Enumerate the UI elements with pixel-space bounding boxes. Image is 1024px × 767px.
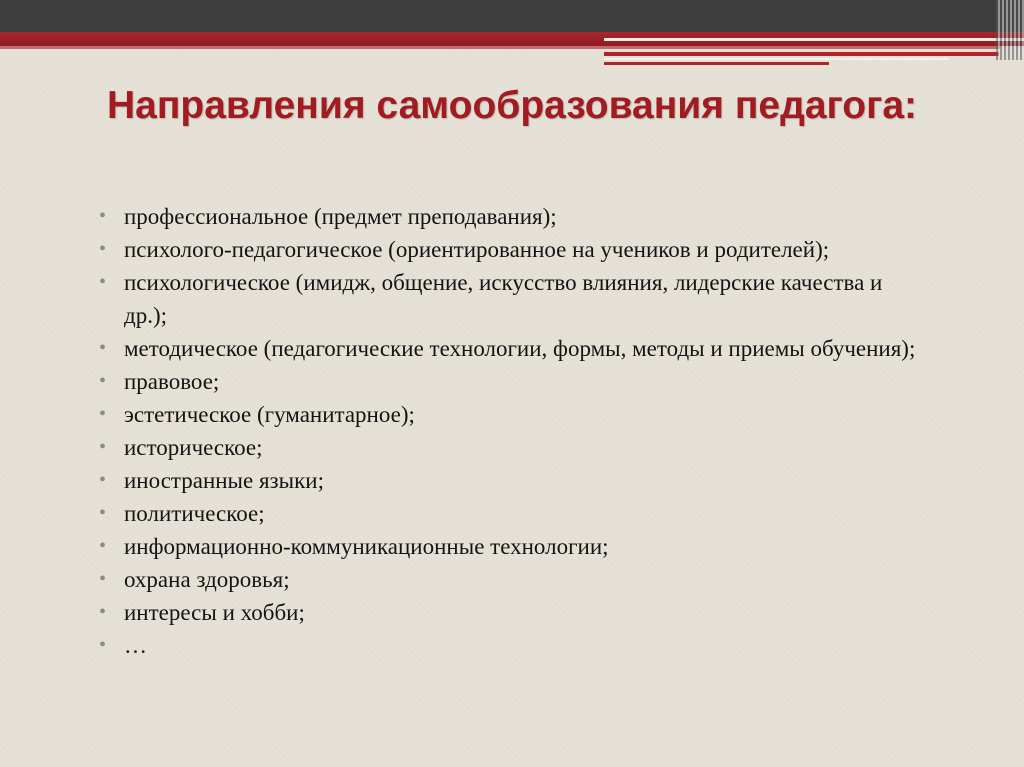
list-item xyxy=(96,629,916,662)
white-ribbon-stripe xyxy=(604,38,1024,41)
list-item-text: охрана здоровья; xyxy=(124,567,290,592)
list-item-text: профессиональное (предмет преподавания); xyxy=(124,204,557,229)
list-item xyxy=(96,530,916,563)
list-item xyxy=(96,233,916,266)
red-ribbon-stripe-lower xyxy=(604,62,829,65)
bullet-icon: • xyxy=(99,403,107,425)
red-ribbon-stripe xyxy=(604,52,999,56)
bullet-icon: • xyxy=(99,370,107,392)
list-item-text: психолого-педагогическое (ориентированное на учеников и родителей); xyxy=(124,237,830,262)
list-item xyxy=(96,431,916,464)
bullet-icon: • xyxy=(99,436,107,458)
red-accent-band-shadow xyxy=(0,46,1000,49)
list-item xyxy=(96,365,916,398)
bullet-icon: • xyxy=(99,634,107,656)
edge-stripe-decoration xyxy=(996,0,1024,60)
bullet-icon: • xyxy=(99,238,107,260)
list-item-text: правовое; xyxy=(124,369,220,394)
list-item-text: иностранные языки; xyxy=(124,468,324,493)
white-ribbon-stripe-lower xyxy=(604,58,949,60)
list-item xyxy=(96,497,916,530)
list-item-text: эстетическое (гуманитарное); xyxy=(124,402,415,427)
list-item xyxy=(96,464,916,497)
list-item-text: политическое; xyxy=(124,501,265,526)
bullet-list xyxy=(96,200,916,662)
bullet-icon: • xyxy=(99,271,107,293)
list-item xyxy=(96,398,916,431)
bullet-icon: • xyxy=(99,502,107,524)
bullet-icon: • xyxy=(99,568,107,590)
list-item-text: … xyxy=(124,633,147,658)
list-item-text: психологическое (имидж, общение, искусство влияния, лидерские качества и др.); xyxy=(124,270,883,328)
bullet-icon: • xyxy=(99,601,107,623)
list-item xyxy=(96,332,916,365)
list-item xyxy=(96,266,916,332)
bullet-icon: • xyxy=(99,469,107,491)
list-item-text: интересы и хобби; xyxy=(124,600,305,625)
top-decorative-bar xyxy=(0,0,1024,32)
bullet-icon: • xyxy=(99,205,107,227)
list-item xyxy=(96,563,916,596)
list-item xyxy=(96,200,916,233)
bullet-icon: • xyxy=(99,337,107,359)
list-item-text: историческое; xyxy=(124,435,263,460)
list-item xyxy=(96,596,916,629)
list-item-text: методическое (педагогические технологии, формы, методы и приемы обучения); xyxy=(124,336,916,361)
bullet-icon: • xyxy=(99,535,107,557)
list-item-text: информационно-коммуникационные технологии; xyxy=(124,534,609,559)
slide-title: Направления самообразования педагога: xyxy=(106,84,918,127)
